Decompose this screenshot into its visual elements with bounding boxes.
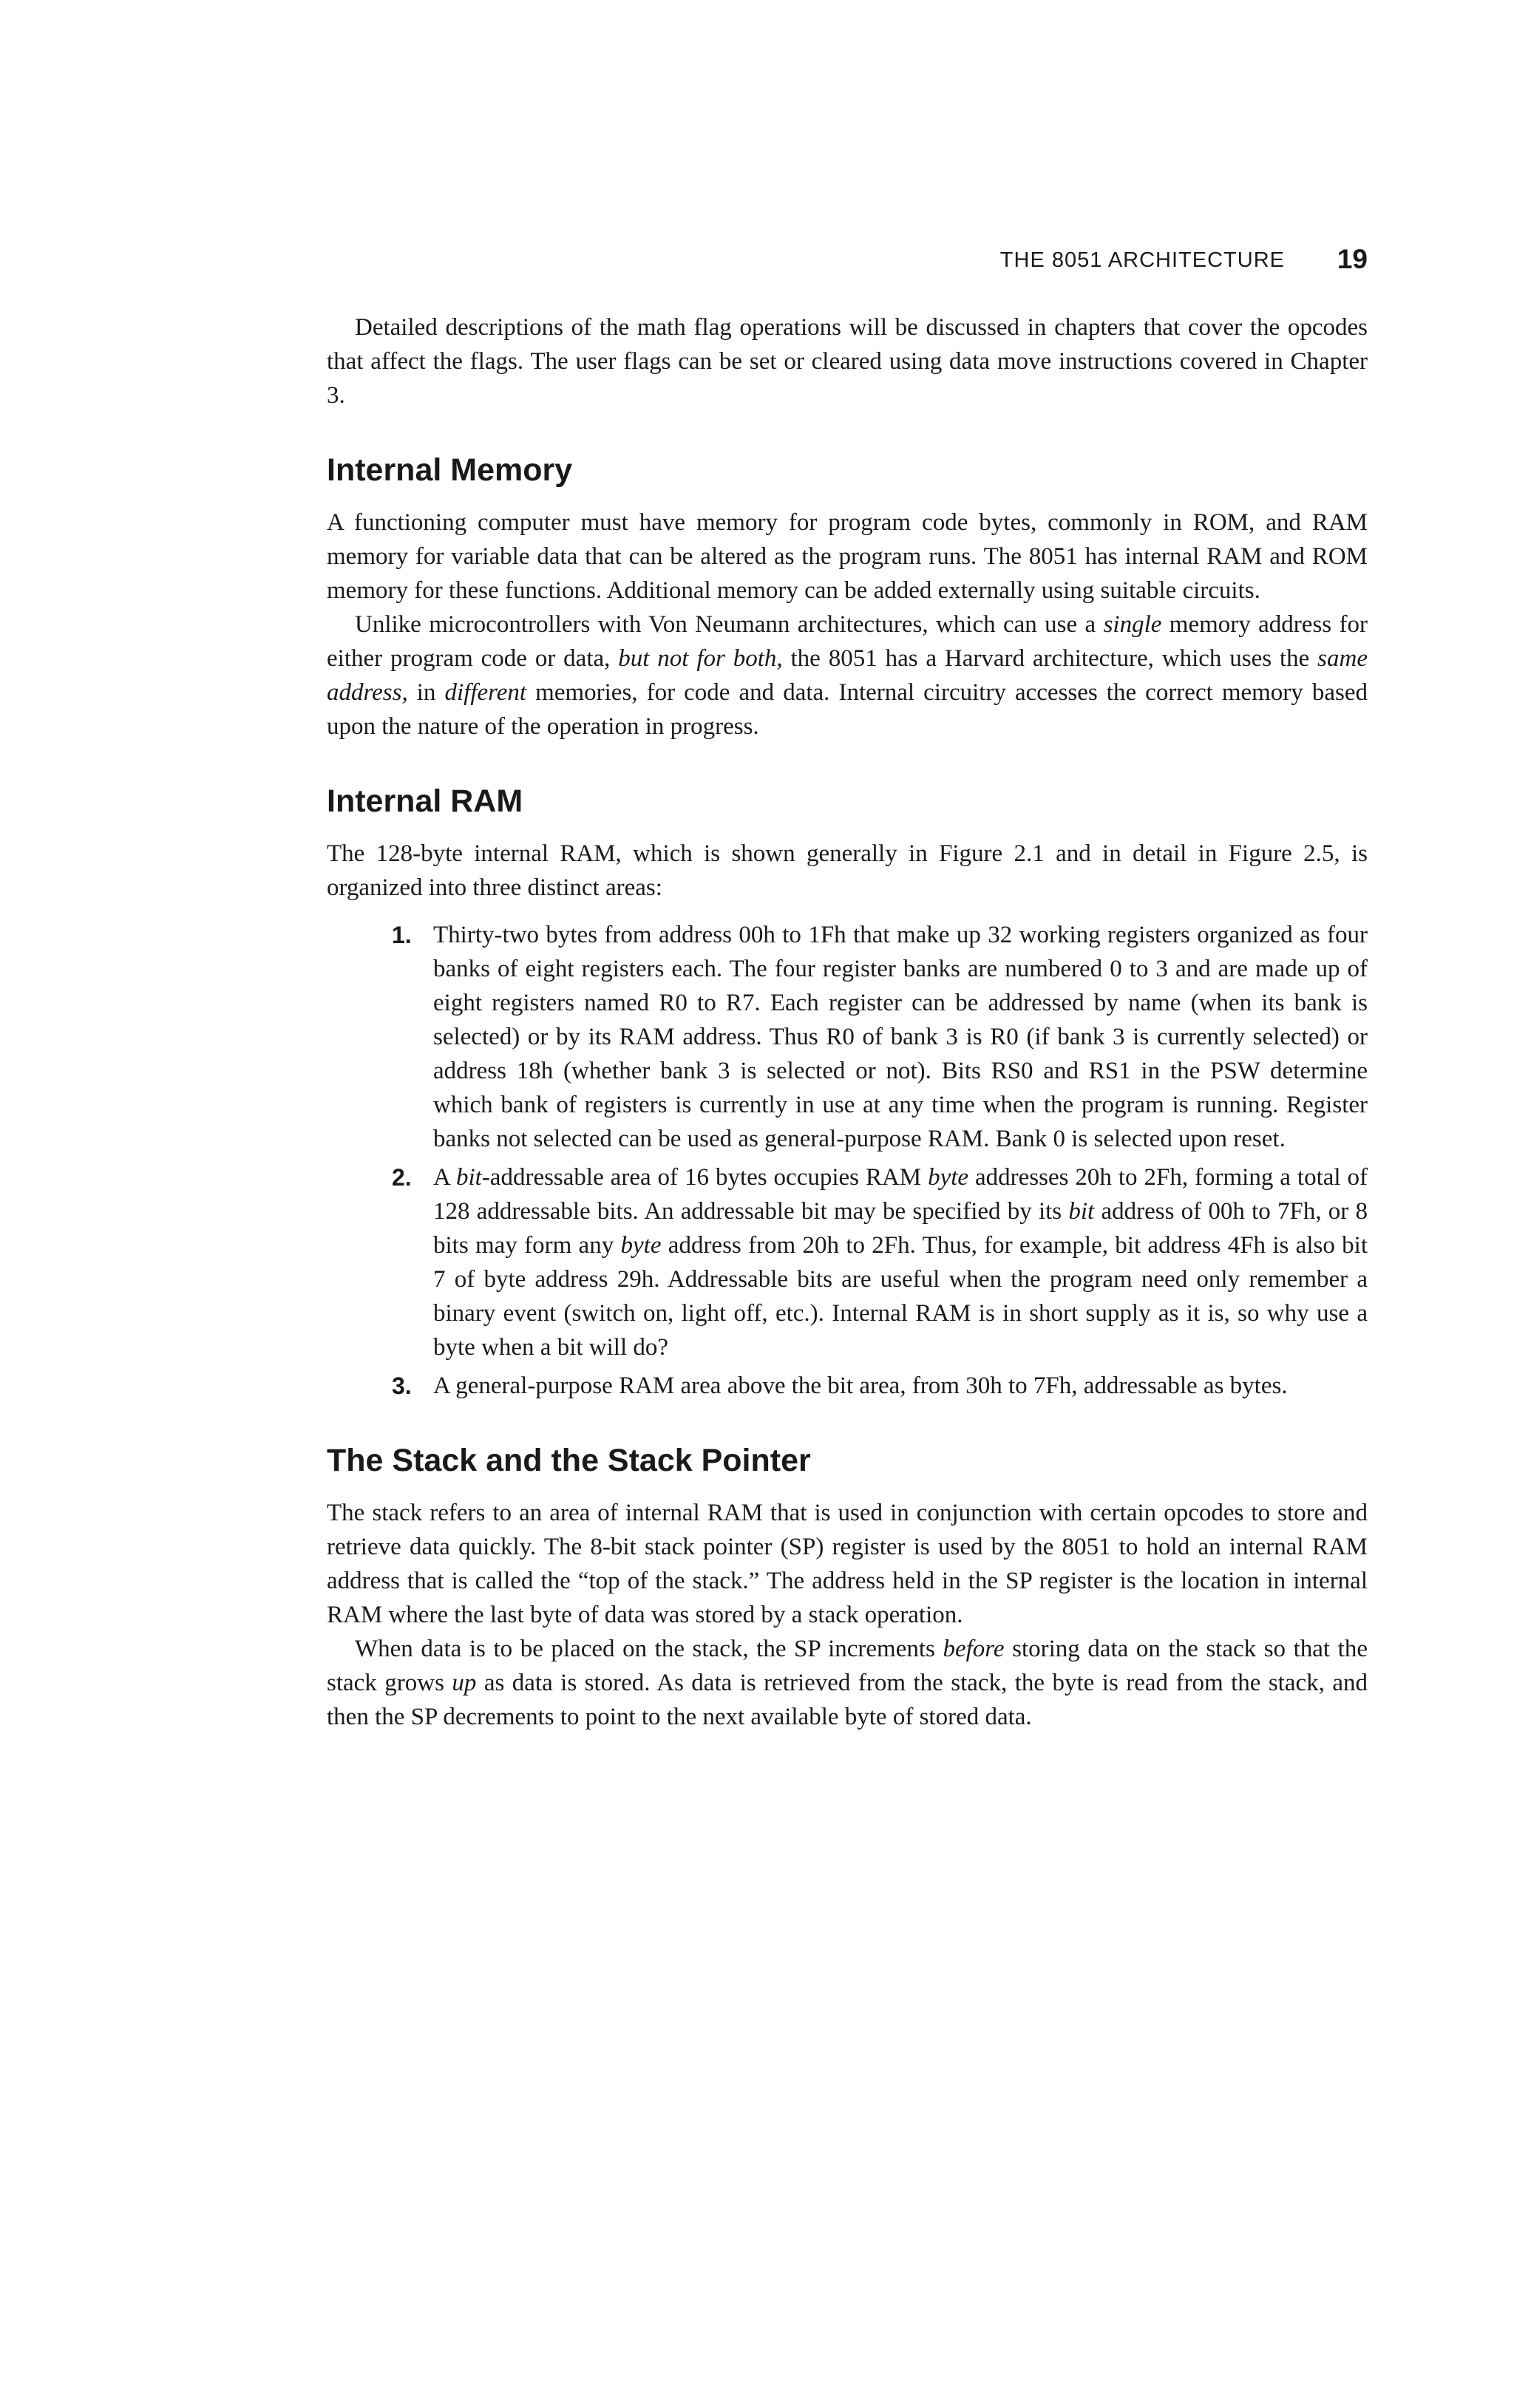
list-item-text: A general-purpose RAM area above the bit area, from 30h to 7Fh, addressable as bytes. bbox=[433, 1373, 1288, 1399]
italic-text: same address, bbox=[327, 645, 1368, 706]
italic-text: byte bbox=[620, 1232, 662, 1259]
text-run: memory address for either program code or data, bbox=[327, 611, 1368, 672]
text-run: in bbox=[407, 679, 445, 706]
stack-paragraph-1: The stack refers to an area of internal RAM that is used in conjunction with certain opcodes to store and retrieve data quickly. The 8-bit stack pointer (SP) register is used by the 8051 to hold an internal RAM address that is called the “top of the stack.” The address held in the SP register is the location in internal RAM where the last byte of data was stored by a stack operation. bbox=[327, 1500, 1368, 1628]
internal-ram-intro: The 128-byte internal RAM, which is shown generally in Figure 2.1 and in detail in Figure 2.5, is organized into three distinct areas: bbox=[327, 840, 1368, 901]
list-number: 3. bbox=[392, 1373, 412, 1399]
book-page bbox=[327, 244, 1368, 1734]
heading-internal-ram: Internal RAM bbox=[327, 783, 523, 819]
italic-text: before bbox=[943, 1636, 1005, 1662]
running-head bbox=[327, 244, 1368, 278]
italic-text: bit bbox=[1068, 1198, 1095, 1225]
text-run: Unlike microcontrollers with Von Neumann architectures, which can use a bbox=[355, 611, 1104, 638]
running-title: THE 8051 ARCHITECTURE bbox=[999, 248, 1285, 272]
internal-memory-paragraph-1: A functioning computer must have memory for program code bytes, commonly in ROM, and RAM memory for variable data that can be altered as the program runs. The 8051 has internal RAM and ROM memory for these functions. Additional memory can be added externally using suitable circuits. bbox=[327, 509, 1368, 604]
list-item-text bbox=[433, 1160, 1368, 1364]
page-number: 19 bbox=[1337, 244, 1368, 274]
intro-paragraph: Detailed descriptions of the math flag operations will be discussed in chapters that cover the opcodes that affect the flags. The user flags can be set or cleared using data move instructions covered in Chapter 3. bbox=[327, 314, 1368, 409]
italic-text: different bbox=[444, 679, 527, 706]
ram-areas-list bbox=[327, 918, 1368, 1403]
list-item bbox=[327, 918, 1368, 1156]
stack-paragraph-2 bbox=[327, 1632, 1368, 1734]
list-number: 1. bbox=[392, 922, 412, 948]
list-item bbox=[327, 1369, 1368, 1403]
section-internal-memory bbox=[327, 451, 1368, 744]
italic-text: up bbox=[452, 1670, 477, 1696]
text-run: addresses 20h to 2Fh, forming a total of 128 addressable bits. An addressable bit may be specified by its bbox=[433, 1164, 1368, 1225]
text-run: address of 00h to 7Fh, or 8 bits may form any bbox=[433, 1198, 1368, 1259]
heading-internal-memory: Internal Memory bbox=[327, 452, 573, 488]
list-item bbox=[327, 1160, 1368, 1364]
text-run: storing data on the stack so that the stack grows bbox=[327, 1636, 1368, 1696]
heading-stack: The Stack and the Stack Pointer bbox=[327, 1443, 811, 1478]
text-run: When data is to be placed on the stack, the SP increments bbox=[355, 1636, 943, 1662]
italic-text: but not for both, bbox=[618, 645, 783, 672]
italic-text: single bbox=[1103, 611, 1162, 638]
section-internal-ram bbox=[327, 782, 1368, 1403]
text-run: memories, for code and data. Internal circuitry accesses the correct memory based upon the nature of the operation in progress. bbox=[327, 679, 1368, 740]
list-item-text: Thirty-two bytes from address 00h to 1Fh that make up 32 working registers organized as four banks of eight registers each. The four register banks are numbered 0 to 3 and are made up of eight registers named R0 to R7. Each register can be addressed by name (when its bank is selected) or by its RAM address. Thus R0 of bank 3 is R0 (if bank 3 is currently selected) or address 18h (whether bank 3 is selected or not). Bits RS0 and RS1 in the PSW determine which bank of registers is currently in use at any time when the program is running. Register banks not selected can be used as general-purpose RAM. Bank 0 is selected upon reset. bbox=[433, 922, 1368, 1152]
internal-memory-paragraph-2 bbox=[327, 608, 1368, 744]
list-number: 2. bbox=[392, 1164, 412, 1191]
italic-text: byte bbox=[928, 1164, 969, 1191]
text-run: the 8051 has a Harvard architecture, which uses the bbox=[782, 645, 1318, 672]
text-run: A bbox=[433, 1164, 456, 1191]
text-run: as data is stored. As data is retrieved from the stack, the byte is read from the stack, and then the SP decrements to point to the next available byte of stored data. bbox=[327, 1670, 1368, 1730]
italic-text: bit bbox=[455, 1164, 482, 1191]
section-stack bbox=[327, 1441, 1368, 1734]
text-run: -addressable area of 16 bytes occupies RAM bbox=[481, 1164, 929, 1191]
text-run: address from 20h to 2Fh. Thus, for example, bit address 4Fh is also bit 7 of byte address 29h. Addressable bits are useful when the program need only remember a binary event (switch on, light off, etc.). Internal RAM is in short supply as it is, so why use a byte when a bit will do? bbox=[433, 1232, 1368, 1361]
